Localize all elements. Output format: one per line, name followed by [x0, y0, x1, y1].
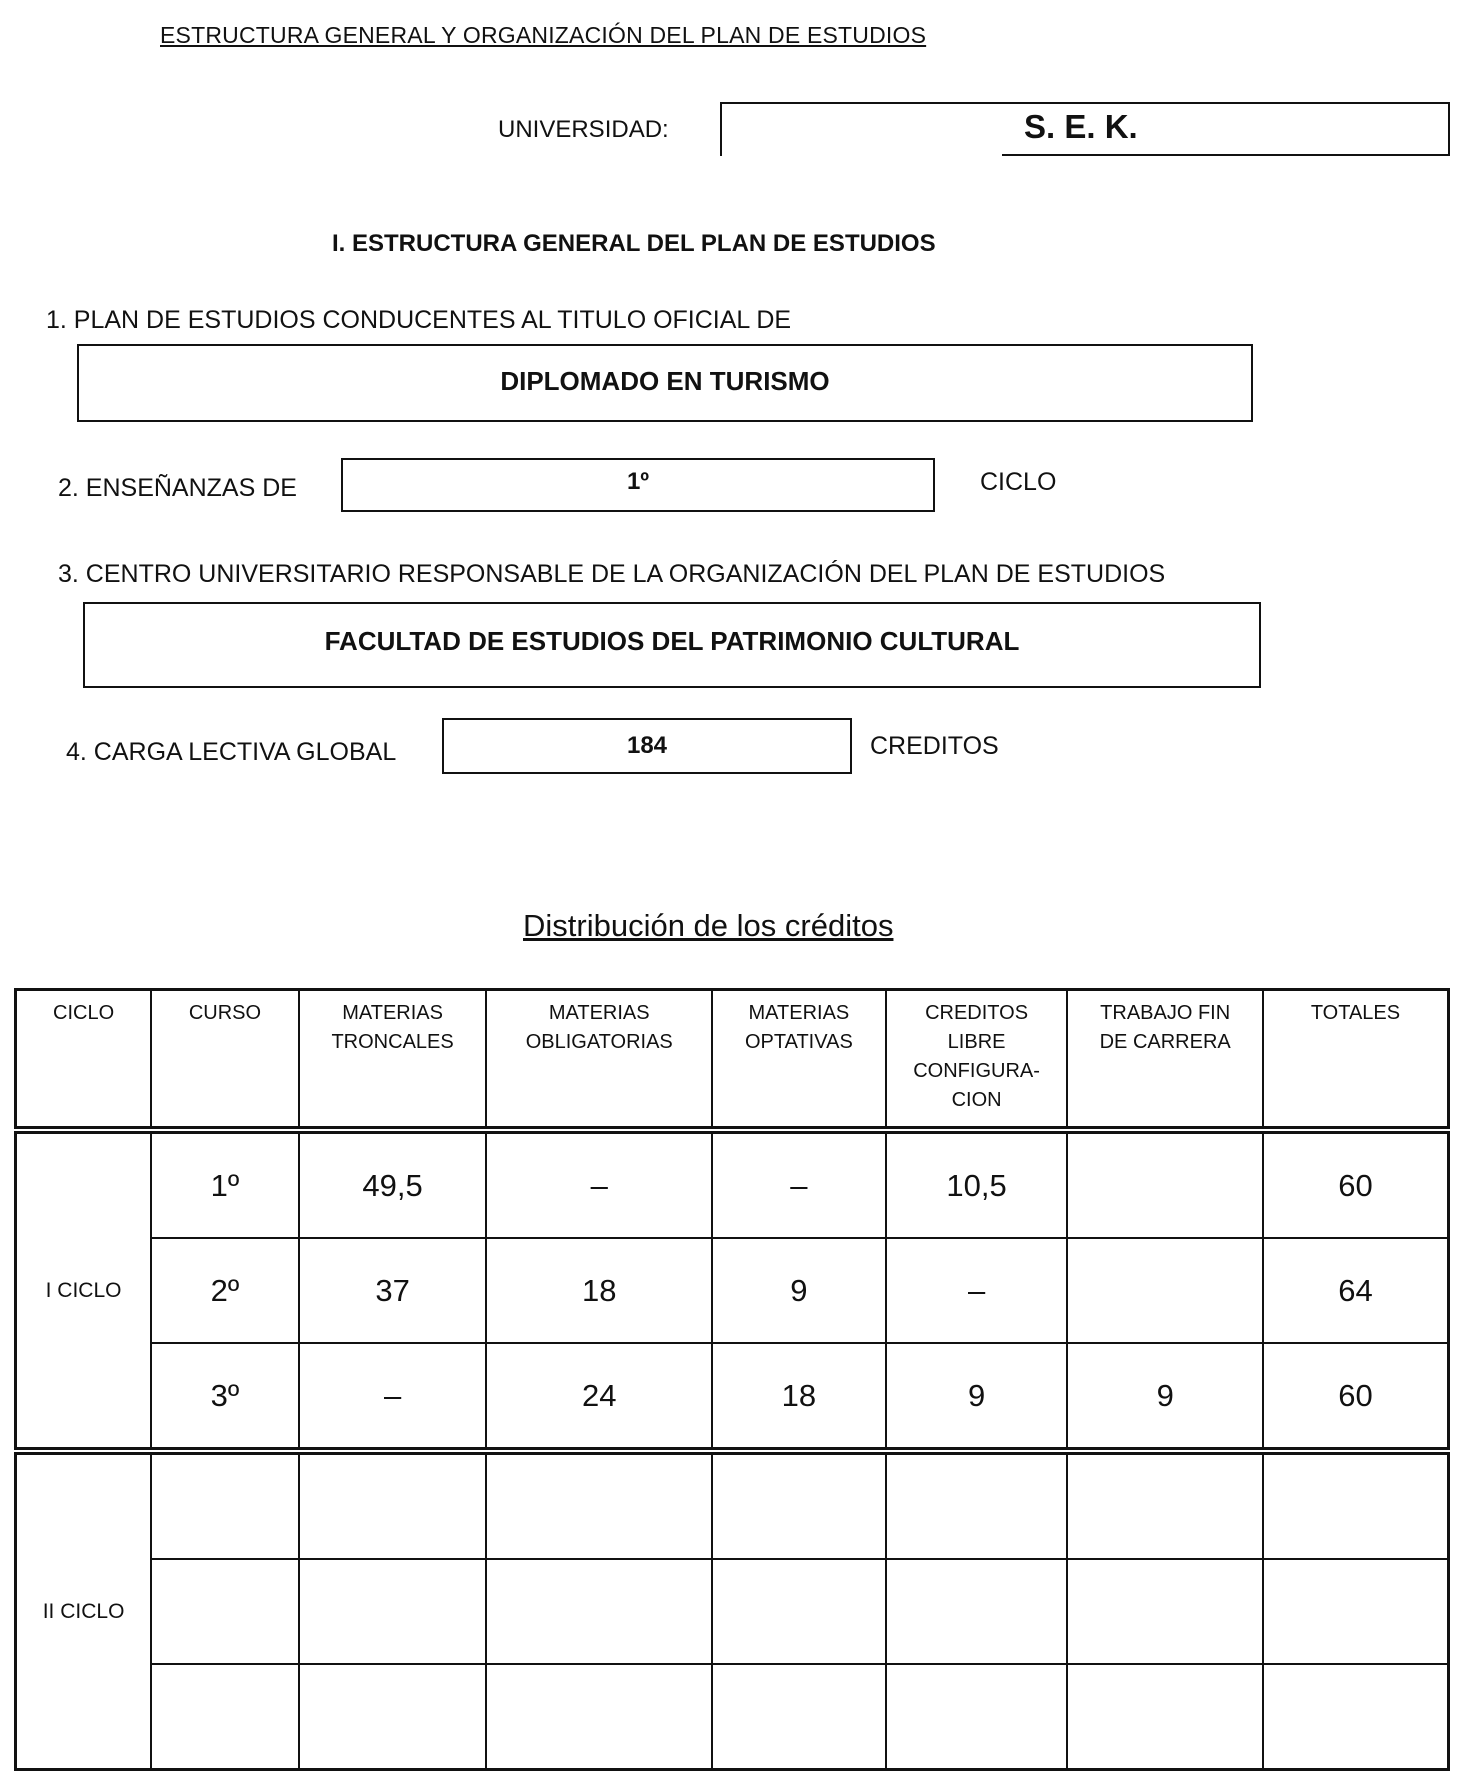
universidad-value: S. E. K.	[1024, 108, 1138, 145]
header-cell: TRABAJO FIN DE CARRERA	[1067, 990, 1263, 1131]
table-cell: 24	[486, 1343, 712, 1451]
table-cell	[299, 1664, 487, 1770]
ensenanzas-label: 2. ENSEÑANZAS DE	[58, 474, 297, 502]
distribution-title: Distribución de los créditos	[523, 908, 894, 943]
ensenanzas-suffix: CICLO	[980, 468, 1057, 496]
table-cell	[151, 1664, 299, 1770]
header-cell: MATERIAS OBLIGATORIAS	[486, 990, 712, 1131]
table-cell	[712, 1664, 886, 1770]
table-cell: 2º	[151, 1238, 299, 1343]
table-cell	[1067, 1559, 1263, 1664]
table-row	[16, 1343, 1449, 1451]
document-title: ESTRUCTURA GENERAL Y ORGANIZACIÓN DEL PLAN DE ESTUDIOS	[160, 22, 927, 48]
table-cell	[1067, 1238, 1263, 1343]
table-cell	[1067, 1451, 1263, 1559]
table-cell: –	[886, 1238, 1068, 1343]
carga-box	[442, 718, 852, 774]
header-cell: CICLO	[16, 990, 152, 1131]
centro-label: 3. CENTRO UNIVERSITARIO RESPONSABLE DE LA ORGANIZACIÓN DEL PLAN DE ESTUDIOS	[58, 560, 1166, 588]
carga-label: 4. CARGA LECTIVA GLOBAL	[66, 738, 397, 766]
header-row	[16, 990, 1449, 1131]
table-cell	[886, 1451, 1068, 1559]
table-cell	[1067, 1664, 1263, 1770]
table-cell	[712, 1451, 886, 1559]
table-cell: 9	[886, 1343, 1068, 1451]
carga-suffix: CREDITOS	[870, 732, 999, 760]
table-cell: 49,5	[299, 1130, 487, 1238]
universidad-underline	[1002, 154, 1448, 156]
table-cell: 37	[299, 1238, 487, 1343]
table-cell: –	[299, 1343, 487, 1451]
table-cell: 3º	[151, 1343, 299, 1451]
header-cell: CURSO	[151, 990, 299, 1131]
table-cell: 9	[712, 1238, 886, 1343]
header-cell: TOTALES	[1263, 990, 1449, 1131]
table-cell	[151, 1559, 299, 1664]
table-cell	[1263, 1451, 1449, 1559]
section-title: I. ESTRUCTURA GENERAL DEL PLAN DE ESTUDIOS	[332, 230, 936, 257]
centro-box	[83, 602, 1261, 688]
titulo-label: 1. PLAN DE ESTUDIOS CONDUCENTES AL TITULO OFICIAL DE	[46, 306, 792, 334]
table-row	[16, 1451, 1449, 1559]
header-cell: CREDITOS LIBRE CONFIGURA- CION	[886, 990, 1068, 1131]
credits-table	[14, 988, 1450, 1771]
table-cell: 60	[1263, 1130, 1449, 1238]
table-cell	[151, 1451, 299, 1559]
centro-value: FACULTAD DE ESTUDIOS DEL PATRIMONIO CULTURAL	[324, 626, 1020, 656]
carga-value: 184	[626, 732, 668, 759]
table-row	[16, 1559, 1449, 1664]
table-cell	[1067, 1130, 1263, 1238]
table-cell: 1º	[151, 1130, 299, 1238]
table-cell: 64	[1263, 1238, 1449, 1343]
table-cell: –	[712, 1130, 886, 1238]
table-cell	[486, 1451, 712, 1559]
table-cell	[486, 1664, 712, 1770]
header-cell: MATERIAS TRONCALES	[299, 990, 487, 1131]
ciclo-cell: I CICLO	[16, 1130, 152, 1451]
table-cell: 18	[486, 1238, 712, 1343]
ciclo-cell: II CICLO	[16, 1451, 152, 1770]
table-cell	[1263, 1559, 1449, 1664]
table-cell	[486, 1559, 712, 1664]
ensenanzas-box	[341, 458, 935, 512]
table-cell	[886, 1559, 1068, 1664]
universidad-label: UNIVERSIDAD:	[498, 116, 669, 143]
table-cell: 10,5	[886, 1130, 1068, 1238]
titulo-value: DIPLOMADO EN TURISMO	[500, 366, 830, 396]
table-cell	[299, 1559, 487, 1664]
table-cell: 18	[712, 1343, 886, 1451]
table-cell: 9	[1067, 1343, 1263, 1451]
table-cell	[1263, 1664, 1449, 1770]
table-cell	[712, 1559, 886, 1664]
table-cell: 60	[1263, 1343, 1449, 1451]
titulo-box	[77, 344, 1253, 422]
table-row	[16, 1238, 1449, 1343]
header-cell: MATERIAS OPTATIVAS	[712, 990, 886, 1131]
ensenanzas-value: 1º	[626, 468, 650, 495]
table-row	[16, 1130, 1449, 1238]
table-cell: –	[486, 1130, 712, 1238]
table-row	[16, 1664, 1449, 1770]
table-cell	[886, 1664, 1068, 1770]
table-cell	[299, 1451, 487, 1559]
